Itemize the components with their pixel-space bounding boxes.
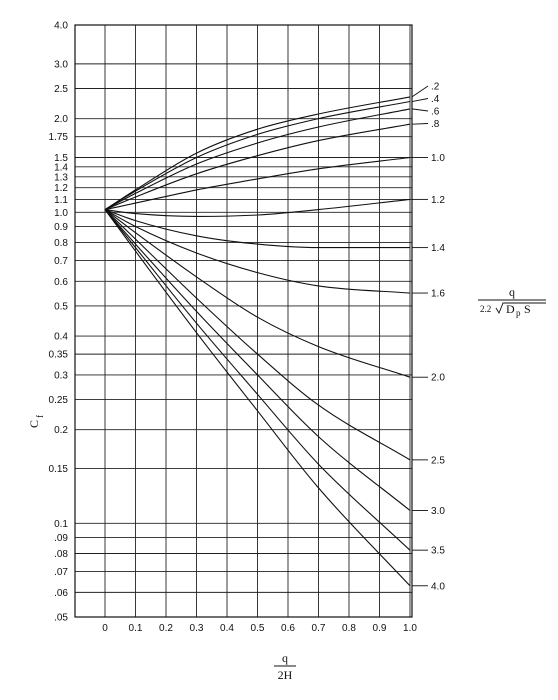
series-label: 2.5 bbox=[431, 455, 445, 467]
series-leader-line bbox=[412, 86, 428, 97]
grid-layer bbox=[75, 25, 412, 617]
series-leader-line bbox=[412, 99, 428, 102]
series-label: 2.0 bbox=[431, 372, 445, 384]
y-axis-label-main: C bbox=[27, 419, 41, 429]
x-axis-label bbox=[274, 651, 296, 682]
series-leader-line bbox=[412, 109, 428, 111]
y-tick-label: 1.5 bbox=[54, 153, 68, 165]
series-label: .6 bbox=[431, 106, 440, 118]
x-tick-label: 0.2 bbox=[159, 623, 173, 634]
y-tick-label: 4.0 bbox=[54, 20, 68, 32]
x-label-numerator: q bbox=[282, 651, 288, 665]
y-tick-label: 3.0 bbox=[54, 59, 68, 71]
series-leader-line bbox=[412, 124, 428, 125]
y-tick-label: 0.8 bbox=[54, 237, 68, 249]
x-tick-label: 1.0 bbox=[403, 623, 417, 634]
series-label: 1.4 bbox=[431, 243, 445, 255]
sqrt-icon bbox=[496, 303, 546, 313]
x-tick-label: 0.4 bbox=[220, 623, 234, 634]
y-tick-label: 1.0 bbox=[54, 207, 68, 219]
parameter-label bbox=[478, 285, 546, 318]
series-label: .8 bbox=[431, 119, 440, 130]
series-label: 4.0 bbox=[431, 581, 445, 593]
y-tick-label: 2.5 bbox=[54, 83, 68, 95]
x-label-denominator: 2H bbox=[277, 668, 293, 682]
y-tick-label: 0.7 bbox=[54, 255, 68, 267]
x-tick-label: 0.7 bbox=[311, 623, 326, 634]
y-axis-label bbox=[27, 415, 45, 428]
y-tick-label: .07 bbox=[54, 567, 68, 579]
x-tick-labels bbox=[102, 623, 417, 634]
y-axis-label-sub: f bbox=[35, 415, 45, 418]
param-radical: D bbox=[506, 302, 515, 316]
series-label: 1.0 bbox=[431, 153, 445, 165]
y-tick-label: 1.3 bbox=[54, 172, 68, 184]
y-tick-label: 0.6 bbox=[54, 276, 68, 288]
series-label: 1.2 bbox=[431, 194, 445, 206]
param-radical-tail: S bbox=[524, 302, 531, 316]
x-tick-label: 0.8 bbox=[342, 623, 356, 634]
y-tick-label: 0.35 bbox=[48, 349, 68, 361]
y-tick-label: .06 bbox=[54, 587, 68, 599]
y-tick-label: 1.2 bbox=[54, 183, 68, 195]
series-label: 3.0 bbox=[431, 505, 445, 517]
plot-frame bbox=[75, 25, 412, 617]
y-tick-label: 2.0 bbox=[54, 114, 68, 126]
y-tick-label: .08 bbox=[54, 549, 68, 561]
x-tick-label: 0 bbox=[102, 623, 108, 634]
y-tick-label: 0.4 bbox=[54, 331, 68, 343]
x-tick-label: 0.5 bbox=[250, 623, 265, 634]
y-tick-label: 1.4 bbox=[54, 162, 68, 174]
series-label: 3.5 bbox=[431, 545, 445, 557]
y-tick-label: .05 bbox=[54, 612, 68, 624]
y-tick-label: 0.15 bbox=[48, 464, 68, 476]
y-tick-label: 0.3 bbox=[54, 370, 68, 382]
param-numerator: q bbox=[509, 285, 515, 299]
param-coef: 2.2 bbox=[480, 304, 492, 314]
y-tick-label: 1.75 bbox=[48, 132, 68, 144]
x-tick-label: 0.1 bbox=[128, 623, 143, 634]
series-label: 1.6 bbox=[431, 288, 445, 300]
x-tick-label: 0.3 bbox=[189, 623, 204, 634]
y-tick-label: .09 bbox=[54, 533, 68, 545]
y-tick-label: 0.9 bbox=[54, 222, 68, 234]
param-radical-sub: p bbox=[516, 308, 521, 318]
series-label: .4 bbox=[431, 94, 440, 105]
y-tick-label: 0.25 bbox=[48, 395, 68, 407]
y-tick-label: 1.1 bbox=[54, 194, 68, 206]
x-tick-label: 0.6 bbox=[281, 623, 295, 634]
series-labels bbox=[412, 82, 445, 593]
x-tick-label: 0.9 bbox=[372, 623, 387, 634]
y-tick-labels bbox=[49, 21, 69, 624]
y-tick-label: 0.2 bbox=[54, 425, 68, 437]
series-label: .2 bbox=[431, 81, 440, 93]
y-tick-label: 0.5 bbox=[54, 301, 68, 313]
y-tick-label: 0.1 bbox=[54, 518, 68, 530]
